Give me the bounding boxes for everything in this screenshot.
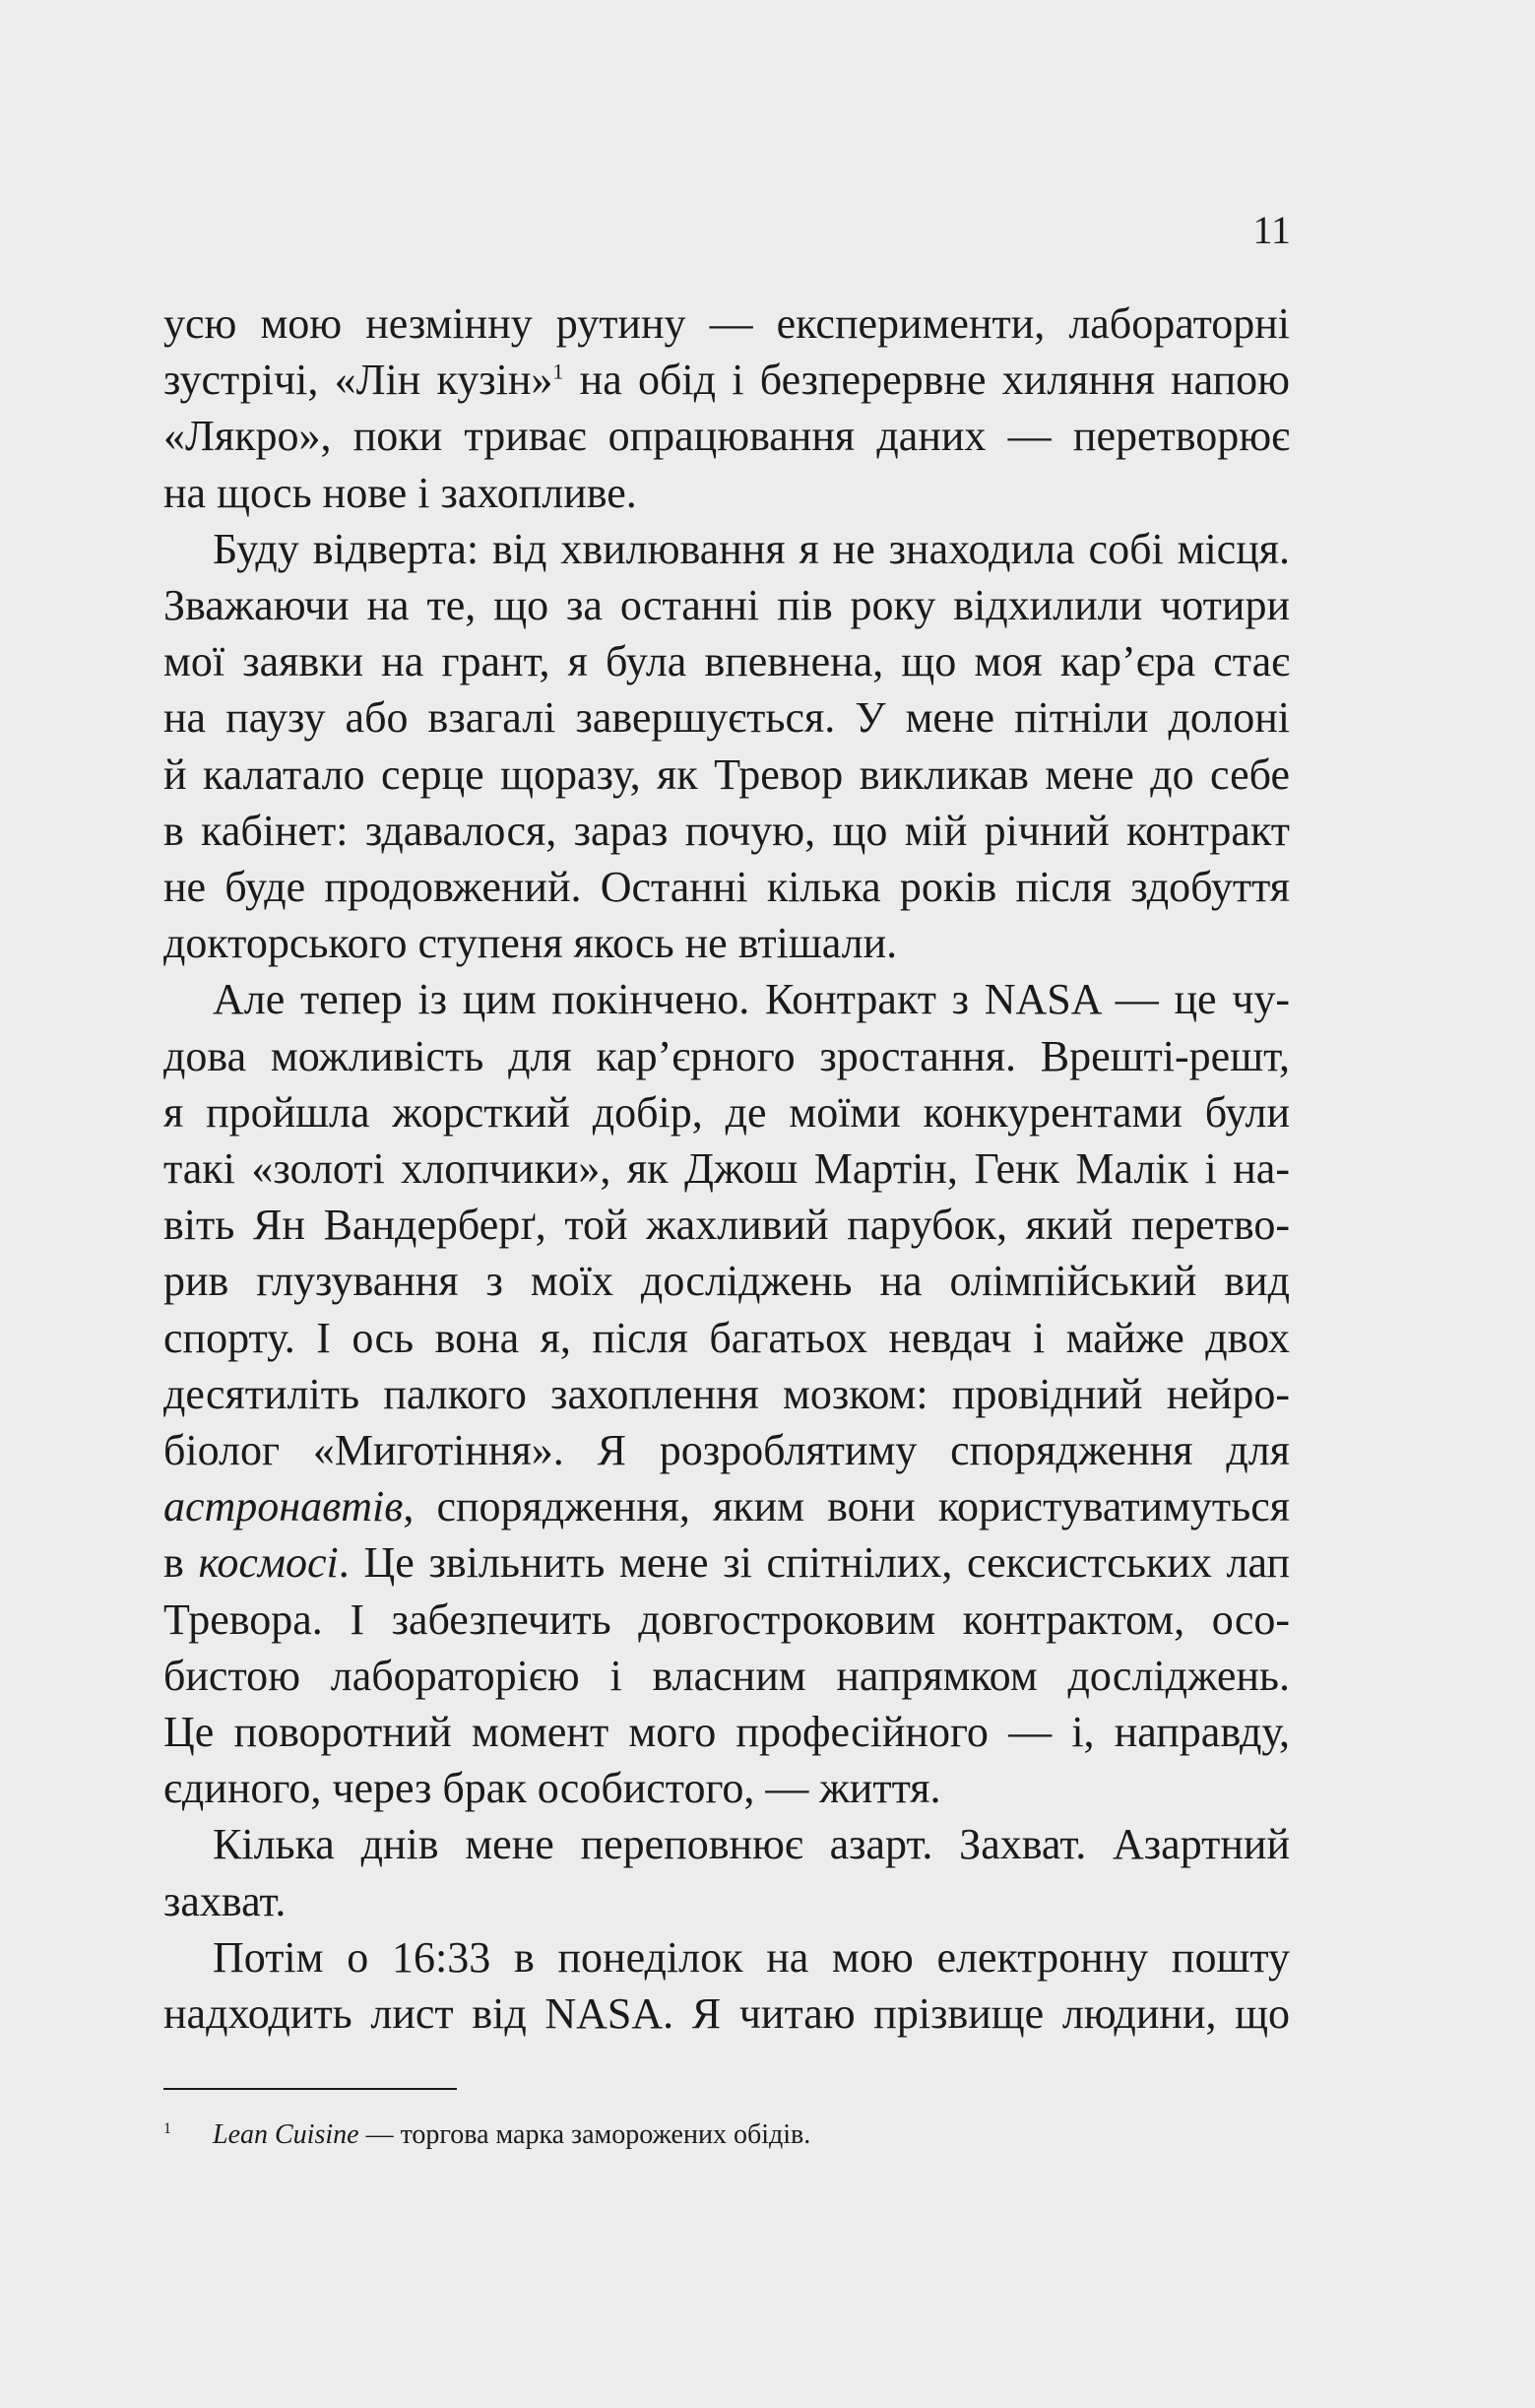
text-line: Тревора. І забезпечить довгостроковим контрактом, осо- [163,1594,1290,1644]
text-line: віть Ян Вандерберґ, той жахливий парубок, який перетво- [163,1201,1290,1250]
body-text [163,295,1290,2042]
text-line: такі «золоті хлопчики», як Джош Мартін, Генк Малік і на- [163,1144,1290,1194]
text-line: мої заявки на грант, я була впевнена, що моя кар’єра стає [163,637,1290,686]
text-line: не буде продовжений. Останні кілька років після здобуття [163,863,1290,912]
text-line [163,1478,1290,1534]
text-line: Потім о 16:33 в понеділок на мою електронну пошту [213,1932,1290,1982]
text-line: біолог «Миготіння». Я розроблятиму спорядження для [163,1426,1290,1475]
text-line: надходить лист від NASA. Я читаю прізвище людини, що [163,1989,1290,2039]
text-line: докторського ступеня якось не втішали. [163,919,898,968]
text-line [163,352,1290,408]
text-fragment: . Це звільнить мене зі спітнілих, сексистських лап [338,1538,1290,1588]
text-fragment: зустрічі, «Лін кузін» [163,356,553,405]
text-line: Кілька днів мене переповнює азарт. Захват. Азартний [213,1820,1290,1869]
text-line: й калатало серце щоразу, як Тревор викликав мене до себе [163,749,1290,799]
text-line: десятиліть палкого захоплення мозком: провідний нейро- [163,1369,1290,1418]
text-line: Це поворотний момент мого професійного — і, направду, [163,1708,1290,1757]
text-line: «Лякро», поки триває опрацювання даних — перетворює [163,412,1290,461]
text-line: єдиного, через брак особистого, — життя. [163,1764,941,1813]
text-fragment: , спорядження, яким вони користуватимуться [403,1482,1290,1531]
footnote-rule [163,2088,457,2090]
italic-word: астронавтів [163,1482,404,1531]
text-line: Буду відверта: від хвилювання я не знаходила собі місця. [213,524,1290,573]
page-number: 11 [1252,208,1291,252]
footnote-italic: Lean Cuisine [213,2119,359,2150]
text-line: бистою лабораторією і власним напрямком досліджень. [163,1651,1290,1700]
text-line: захват. [163,1876,287,1925]
footnote-reference: 1 [552,358,564,384]
italic-word: космосі [198,1538,339,1588]
footnote: 1 Lean Cuisine — торгова марка заморожених обідів. [163,2119,811,2150]
text-line: на щось нове і захопливе. [163,468,637,517]
text-line: я пройшла жорсткий добір, де моїми конкурентами були [163,1087,1290,1137]
text-line: спорту. І ось вона я, після багатьох невдач і майже двох [163,1313,1290,1362]
text-line [163,1534,1290,1591]
text-line: Зважаючи на те, що за останні пів року відхилили чотири [163,581,1290,630]
text-line: рив глузування з моїх досліджень на олімпійський вид [163,1257,1290,1306]
text-line: дова можливість для кар’єрного зростання. Врешті-решт, [163,1031,1290,1080]
text-line: в кабінет: здавалося, зараз почую, що мій річний контракт [163,806,1290,855]
text-line: усю мою незмінну рутину — експерименти, лабораторні [163,299,1290,348]
text-fragment: на обід і безперервне хиляння напою [563,356,1290,405]
footnote-text: — торгова марка заморожених обідів. [358,2119,811,2150]
text-fragment: в [163,1538,199,1588]
text-line: Але тепер із цим покінчено. Контракт з NASA — це чу- [213,975,1290,1024]
text-line: на паузу або взагалі завершується. У мене пітніли долоні [163,693,1290,743]
